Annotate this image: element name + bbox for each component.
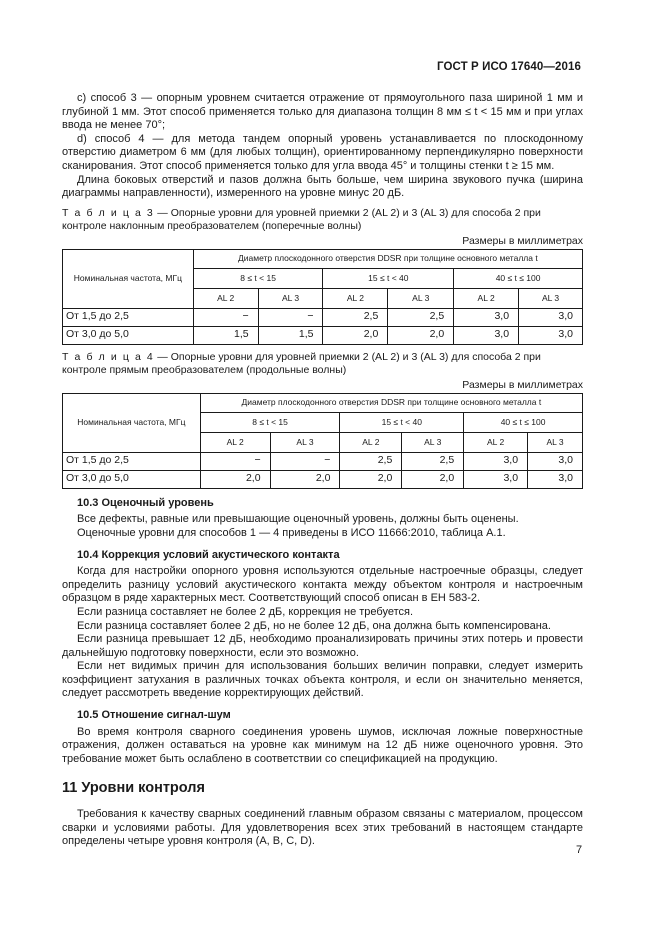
table3-row-label: От 3,0 до 5,0 <box>63 326 194 344</box>
table4-cell: 3,0 <box>528 452 583 470</box>
table-row <box>63 326 583 344</box>
table4-row-label: От 1,5 до 2,5 <box>63 452 201 470</box>
table3-cell: − <box>193 308 258 326</box>
table3-cell: 2,0 <box>388 326 454 344</box>
table4-cell: 3,0 <box>464 470 528 488</box>
table4-range: 40 ≤ t ≤ 100 <box>464 413 583 433</box>
section-10-4-paragraph: Если разница превышает 12 дБ, необходимо проанализировать причины этих потерь и провести дальнейшую подготовку поверхности, если это возможно. <box>62 633 583 659</box>
table4-caption-text: — Опорные уровни для уровней приемки 2 (AL 2) и 3 (AL 3) для способа 2 при контроле прямым преобразователем (продольные волны) <box>62 350 541 376</box>
table4-cell: 2,0 <box>340 470 402 488</box>
table3-level: AL 3 <box>519 289 583 309</box>
table3-col-freq: Номинальная частота, МГц <box>63 249 194 308</box>
table4-col-freq: Номинальная частота, МГц <box>63 393 201 452</box>
table3-level: AL 3 <box>388 289 454 309</box>
section-10-3-title: 10.3 Оценочный уровень <box>77 496 214 509</box>
table4 <box>62 393 583 489</box>
table3-level: AL 2 <box>454 289 519 309</box>
table4-level: AL 3 <box>528 433 583 453</box>
table4-level: AL 2 <box>200 433 270 453</box>
table3-range: 8 ≤ t < 15 <box>193 269 323 289</box>
section-10-3-paragraph: Все дефекты, равные или превышающие оценочный уровень, должны быть оценены. <box>77 513 519 526</box>
table3-level: AL 3 <box>258 289 323 309</box>
table3-level: AL 2 <box>323 289 388 309</box>
table4-level: AL 2 <box>340 433 402 453</box>
table4-cell: 3,0 <box>528 470 583 488</box>
table4-range: 15 ≤ t < 40 <box>340 413 464 433</box>
table4-label: Т а б л и ц а 4 <box>62 350 155 363</box>
section-10-5-paragraph: Во время контроля сварного соединения уровень шумов, исключая ложные поверхностные отражения, должен оставаться на уровне как минимум на 12 дБ ниже оценочного уровня. Это требование может быть ослаблено в соответствии со спецификацией на продукцию. <box>62 725 583 765</box>
paragraph-method-3: c) способ 3 — опорным уровнем считается отражение от прямоугольного паза шириной 1 мм и глубиной 1 мм. Этот способ применяется только для диапазона толщин 8 мм ≤ t < 15 мм и при углах ввода не менее 70°; <box>62 92 583 132</box>
table3-col-diam: Диаметр плоскодонного отверстия DDSR при толщине основного металла t <box>193 249 582 269</box>
table-row <box>63 470 583 488</box>
table3-label: Т а б л и ц а 3 <box>62 206 155 219</box>
table3-row-label: От 1,5 до 2,5 <box>63 308 194 326</box>
table3-cell: 1,5 <box>193 326 258 344</box>
table3-cell: 3,0 <box>454 308 519 326</box>
table4-level: AL 3 <box>402 433 464 453</box>
table4-units: Размеры в миллиметрах <box>462 378 583 391</box>
section-10-4-paragraph: Если разница составляет не более 2 дБ, коррекция не требуется. <box>77 605 414 618</box>
table3-units: Размеры в миллиметрах <box>462 234 583 247</box>
table4-cell: 2,0 <box>200 470 270 488</box>
table-row <box>63 452 583 470</box>
table3-cell: 2,0 <box>323 326 388 344</box>
section-11-title: 11 Уровни контроля <box>62 780 205 797</box>
document-header: ГОСТ Р ИСО 17640—2016 <box>436 61 581 73</box>
page-content <box>62 92 583 849</box>
table3 <box>62 249 583 345</box>
section-10-5-title: 10.5 Отношение сигнал-шум <box>77 709 231 722</box>
table3-cell: 3,0 <box>454 326 519 344</box>
section-10-4-title: 10.4 Коррекция условий акустического контакта <box>77 548 340 561</box>
table3-caption <box>62 207 583 233</box>
table4-col-diam: Диаметр плоскодонного отверстия DDSR при толщине основного металла t <box>200 393 582 413</box>
table3-range: 40 ≤ t ≤ 100 <box>454 269 583 289</box>
section-10-3-paragraph: Оценочные уровни для способов 1 — 4 приведены в ИСО 11666:2010, таблица А.1. <box>77 526 506 539</box>
table3-range: 15 ≤ t < 40 <box>323 269 454 289</box>
paragraph-method-4: d) способ 4 — для метода тандем опорный уровень устанавливается по плоскодонному отверстию диаметром 6 мм (для любых толщин), ориентированному перпендикулярно поверхности сканирования. Этот способ применяется только для угла ввода 45° и толщины стенки t ≥ 15 мм. <box>62 132 583 172</box>
table4-row-label: От 3,0 до 5,0 <box>63 470 201 488</box>
table4-cell: 2,5 <box>340 452 402 470</box>
table4-cell: 2,0 <box>270 470 340 488</box>
paragraph-hole-length: Длина боковых отверстий и пазов должна быть больше, чем ширина звукового пучка (ширина диаграммы направленности), измеренного на уровне минус 20 дБ. <box>62 173 583 200</box>
table3-caption-text: — Опорные уровни для уровней приемки 2 (AL 2) и 3 (AL 3) для способа 2 при контроле наклонным преобразователем (поперечные волны) <box>62 206 541 232</box>
section-10-4-paragraph: Если нет видимых причин для использования больших величин поправки, следует измерить коэффициент затухания в различных точках объекта контроля, и если он значительно меняется, следует рассмотреть введение корректирующих действий. <box>62 660 583 700</box>
table4-cell: − <box>200 452 270 470</box>
table4-cell: 3,0 <box>464 452 528 470</box>
table4-range: 8 ≤ t < 15 <box>200 413 340 433</box>
section-10-4-paragraph: Когда для настройки опорного уровня используются отдельные настроечные образцы, следует определить разницу условий акустического контакта между объектом контроля и настроечным образцом в ряде характерных мест. Соответствующий способ описан в ЕН 583-2. <box>62 565 583 605</box>
page-number: 7 <box>576 844 583 856</box>
section-10-4-paragraph: Если разница составляет более 2 дБ, но не более 12 дБ, она должна быть компенсирована. <box>77 619 551 632</box>
table3-cell: 2,5 <box>388 308 454 326</box>
table4-cell: 2,5 <box>402 452 464 470</box>
table3-cell: 3,0 <box>519 308 583 326</box>
section-11-paragraph: Требования к качеству сварных соединений главным образом связаны с материалом, процессом сварки и условиями работы. Для удовлетворения всех этих требований в настоящем стандарте определены четыре уровня контроля (А, В, С, D). <box>62 808 583 848</box>
table4-cell: 2,0 <box>402 470 464 488</box>
table3-level: AL 2 <box>193 289 258 309</box>
table3-cell: 1,5 <box>258 326 323 344</box>
table4-cell: − <box>270 452 340 470</box>
table3-cell: 3,0 <box>519 326 583 344</box>
table3-cell: − <box>258 308 323 326</box>
table4-level: AL 3 <box>270 433 340 453</box>
table4-level: AL 2 <box>464 433 528 453</box>
table4-caption <box>62 351 583 377</box>
table-row <box>63 308 583 326</box>
table3-cell: 2,5 <box>323 308 388 326</box>
